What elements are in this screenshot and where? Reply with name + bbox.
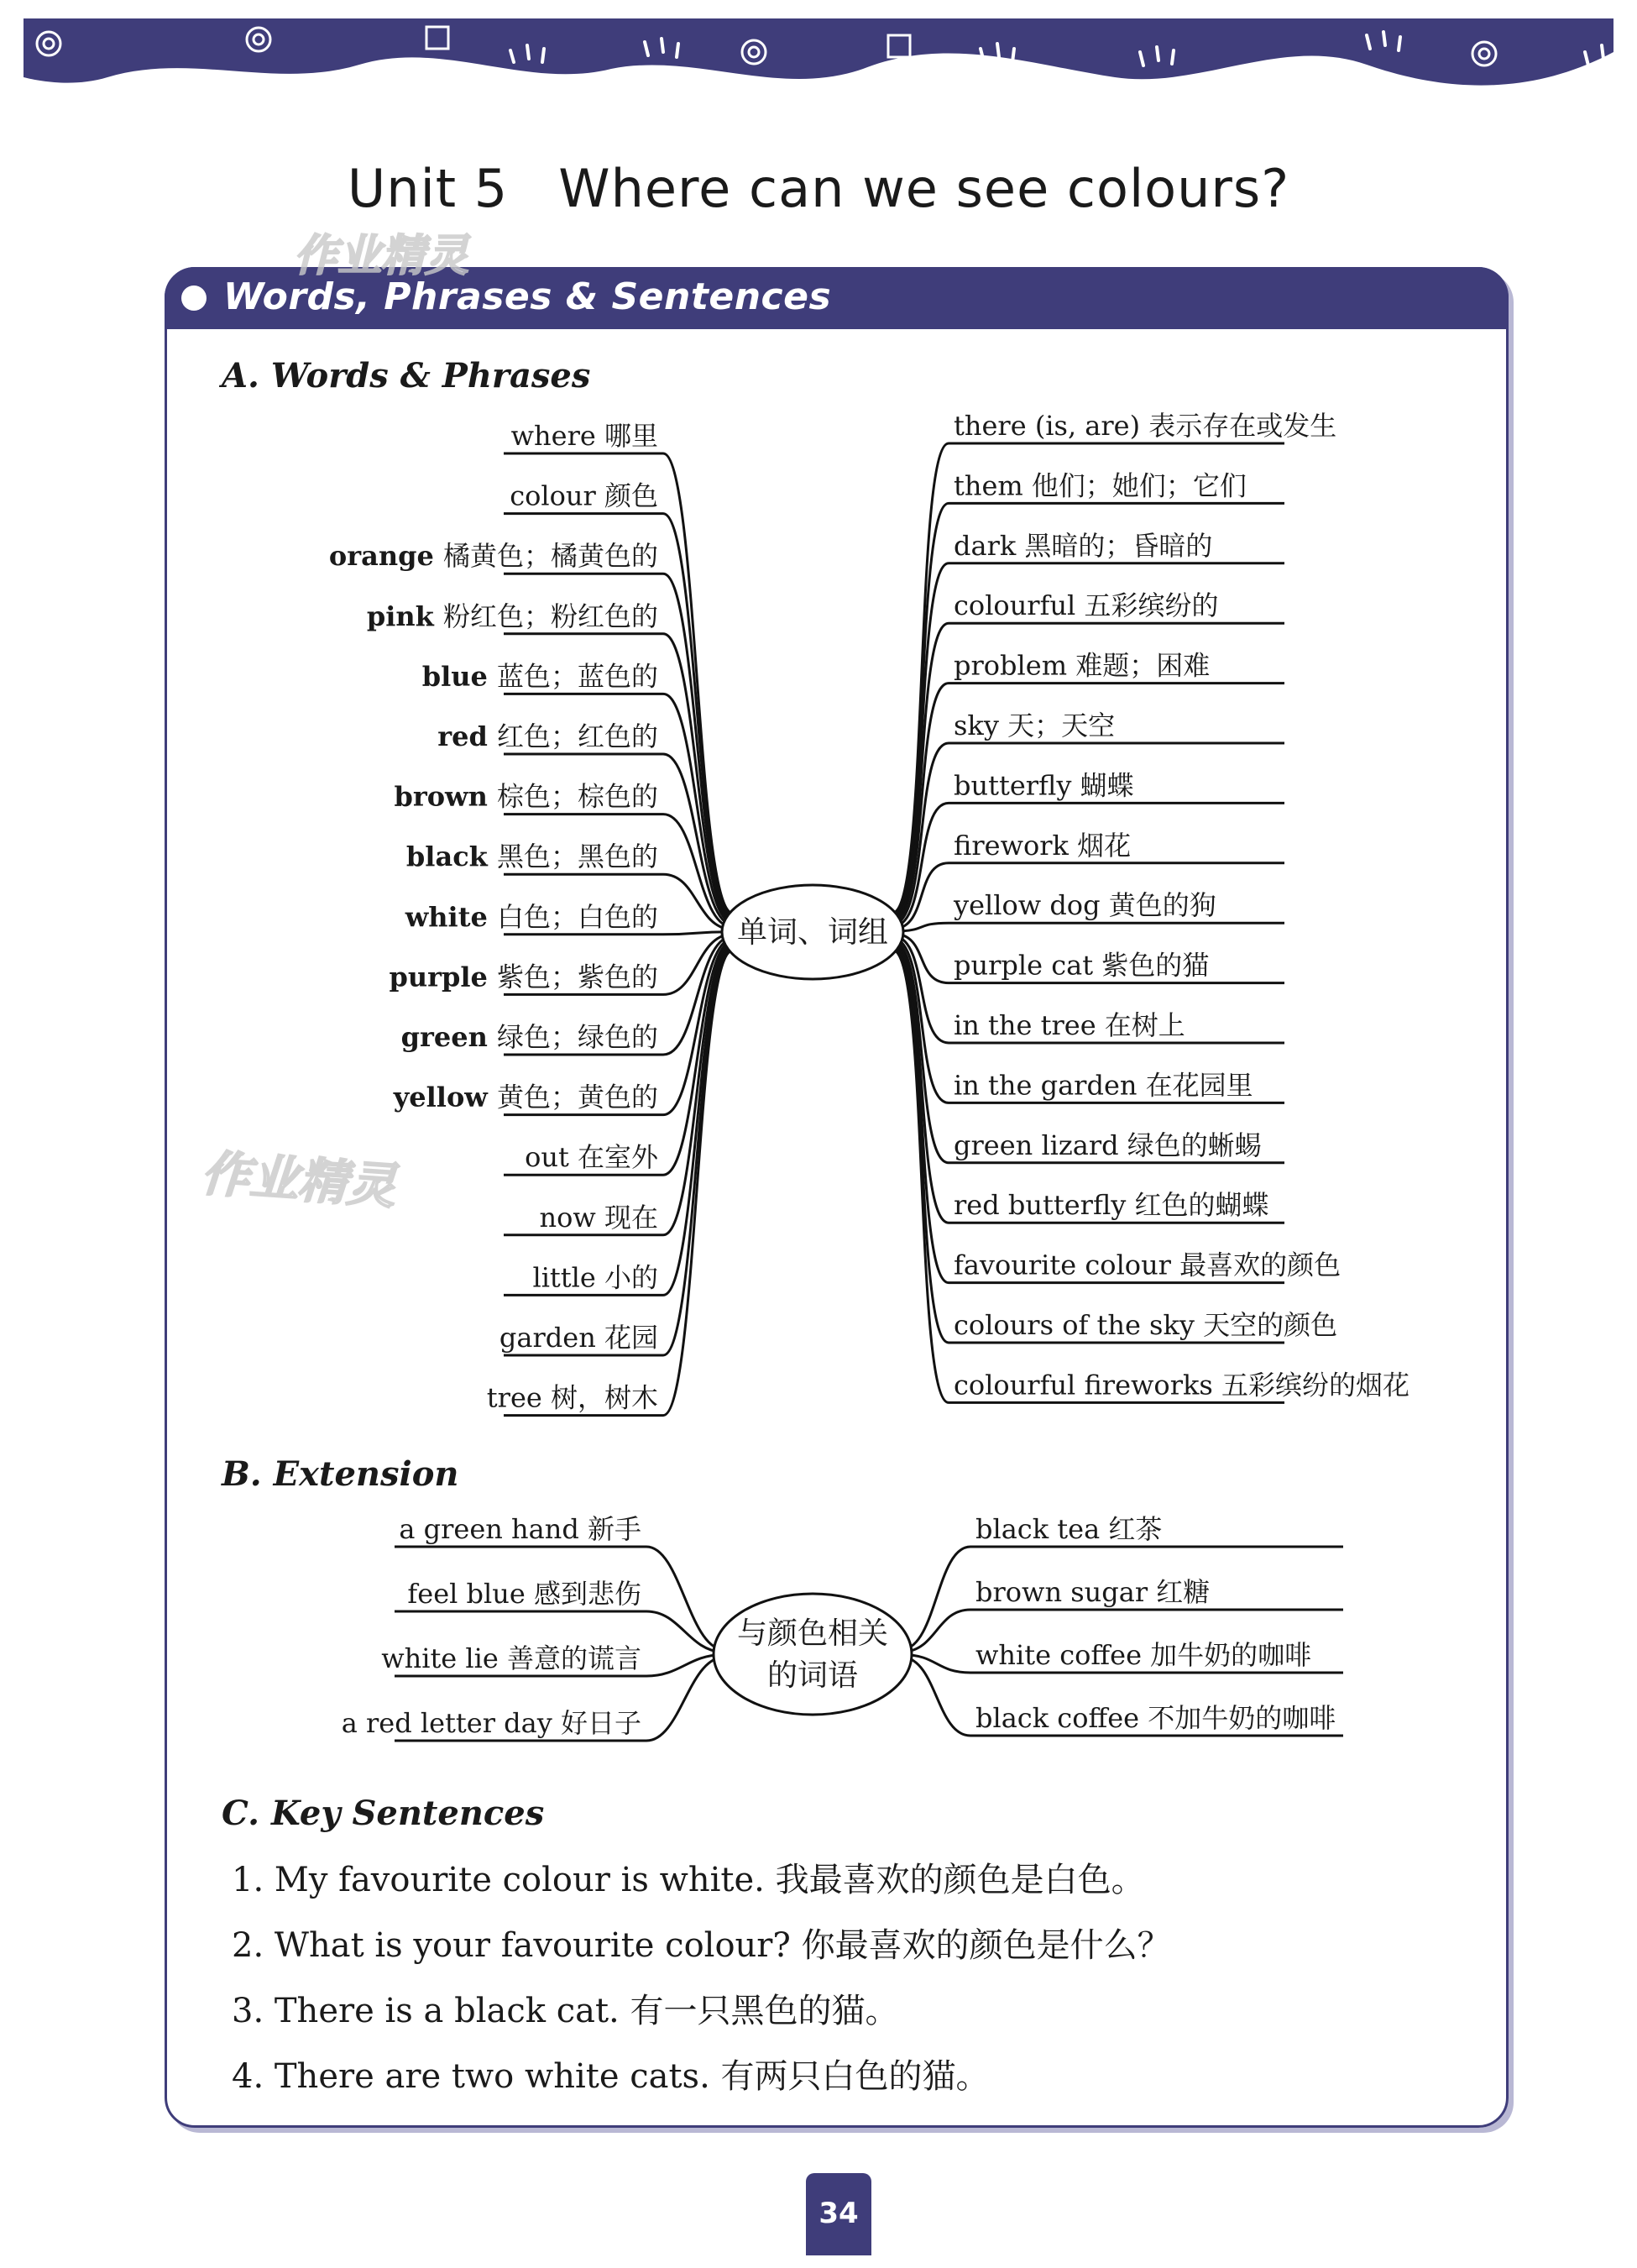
left-term [399, 1513, 641, 1545]
term-word: pink [366, 600, 443, 632]
left-term [342, 1707, 641, 1739]
right-term [975, 1702, 1336, 1734]
right-term [953, 889, 1216, 921]
extension-title: B. Extension [222, 1454, 459, 1494]
left-term [422, 660, 658, 692]
term-meaning: 五彩缤纷的烟花 [1221, 1369, 1409, 1401]
term-meaning: 黑暗的；昏暗的 [1024, 529, 1213, 562]
term-meaning: 难题；困难 [1075, 649, 1211, 682]
left-term [394, 781, 658, 813]
right-term [954, 530, 1212, 562]
term-meaning: 不加牛奶的咖啡 [1148, 1702, 1336, 1734]
term-word: white [405, 900, 497, 933]
term-word: white coffee [975, 1639, 1151, 1671]
right-term [954, 1189, 1269, 1221]
term-meaning: 红茶 [1108, 1513, 1163, 1545]
right-term [954, 589, 1218, 621]
left-term [511, 420, 658, 452]
term-meaning: 好日子 [560, 1707, 641, 1739]
term-word: brown sugar [975, 1576, 1157, 1608]
term-meaning: 新手 [587, 1513, 641, 1545]
term-word: now [539, 1201, 604, 1234]
term-meaning: 在树上 [1104, 1009, 1185, 1041]
left-term [329, 540, 658, 572]
term-meaning: 树，树木 [550, 1381, 658, 1414]
term-meaning: 黄色的狗 [1108, 889, 1216, 922]
right-term [954, 650, 1210, 682]
center-node [714, 1594, 912, 1715]
term-word: purple cat [954, 949, 1102, 982]
left-term [389, 961, 658, 993]
term-word: sky [954, 710, 1008, 741]
key-sentences-list [232, 1847, 1491, 2109]
term-meaning: 红色；红色的 [496, 720, 658, 752]
right-term [975, 1639, 1311, 1671]
left-term [437, 720, 658, 752]
left-term [499, 1322, 658, 1354]
term-word: yellow dog [954, 889, 1109, 922]
term-meaning: 紫色；紫色的 [496, 961, 658, 993]
term-meaning: 在室外 [577, 1141, 658, 1174]
term-meaning: 哪里 [604, 420, 658, 452]
term-word: tree [486, 1381, 551, 1414]
term-meaning: 红色的蝴蝶 [1134, 1189, 1269, 1222]
term-word: white lie [381, 1642, 507, 1674]
term-meaning: 天空的颜色 [1203, 1309, 1338, 1341]
term-meaning: 五彩缤纷的 [1084, 589, 1219, 622]
term-meaning: 黑色；黑色的 [496, 841, 658, 873]
left-term [532, 1261, 658, 1293]
right-term [975, 1576, 1210, 1608]
sentence-item: 4. There are two white cats. 有两只白色的猫。 [232, 2057, 990, 2096]
right-term [954, 769, 1134, 801]
key-sentences-title: C. Key Sentences [222, 1794, 545, 1833]
term-word: blue [421, 660, 497, 693]
term-word: colourful fireworks [954, 1369, 1221, 1401]
term-meaning: 蓝色；蓝色的 [496, 660, 658, 693]
left-term [525, 1141, 659, 1173]
term-meaning: 最喜欢的颜色 [1179, 1249, 1342, 1281]
branch-line [895, 923, 1284, 931]
term-meaning: 善意的谎言 [506, 1642, 641, 1674]
page-number: 34 [806, 2173, 871, 2255]
center-node-label: 的词语 [766, 1658, 859, 1693]
term-word: colourful [954, 589, 1085, 622]
right-term [954, 1069, 1253, 1101]
term-meaning: 感到悲伤 [533, 1578, 641, 1610]
right-term [954, 950, 1209, 982]
term-meaning: 黄色；黄色的 [496, 1081, 658, 1113]
term-meaning: 他们；她们；它们 [1031, 469, 1247, 502]
term-word: butterfly [954, 769, 1080, 802]
watermark-middle: 作业精灵 [199, 1144, 398, 1215]
term-meaning: 粉红色；粉红色的 [442, 600, 658, 632]
term-meaning: 白色；白色的 [496, 900, 658, 933]
section-banner-text: Words, Phrases & Sentences [223, 275, 832, 318]
term-word: dark [954, 529, 1025, 562]
left-term [367, 600, 658, 632]
left-term [487, 1382, 658, 1414]
term-meaning: 加牛奶的咖啡 [1150, 1639, 1312, 1671]
term-word: feel blue [407, 1578, 534, 1610]
term-word: colours of the sky [954, 1309, 1204, 1341]
term-word: red [437, 720, 497, 752]
term-word: black coffee [975, 1702, 1148, 1734]
term-meaning: 表示存在或发生 [1148, 410, 1337, 442]
sentence-item: 1. My favourite colour is white. 我最喜欢的颜色是白色。 [232, 1861, 1145, 1899]
unit-heading: Where can we see colours? [558, 158, 1290, 219]
term-word: garden [499, 1322, 604, 1354]
term-meaning: 棕色；棕色的 [496, 780, 658, 813]
right-term [954, 469, 1247, 501]
term-word: where [510, 420, 604, 452]
left-term [405, 901, 658, 933]
term-word: colour [510, 479, 604, 512]
term-meaning: 颜色 [604, 479, 658, 512]
term-word: black tea [975, 1513, 1109, 1545]
term-word: a green hand [399, 1513, 588, 1545]
left-term [381, 1642, 641, 1674]
term-word: orange [328, 540, 443, 573]
term-meaning: 现在 [604, 1201, 658, 1234]
branch-line [895, 945, 1284, 1282]
right-term [954, 710, 1115, 741]
term-word: green lizard [954, 1129, 1127, 1161]
left-term [407, 1578, 641, 1610]
term-word: green [400, 1021, 497, 1053]
term-word: yellow [393, 1081, 497, 1113]
right-term [954, 1309, 1337, 1341]
left-term [540, 1202, 658, 1234]
term-word: in the garden [954, 1069, 1146, 1102]
term-meaning: 绿色；绿色的 [496, 1021, 658, 1053]
right-term [954, 830, 1131, 862]
sentence-item: 2. What is your favourite colour? 你最喜欢的颜色是什么？ [232, 1926, 1171, 1965]
term-word: red butterfly [954, 1189, 1135, 1222]
term-meaning: 花园 [604, 1322, 658, 1354]
right-term [954, 410, 1336, 442]
left-term [401, 1021, 658, 1053]
right-term [954, 1009, 1185, 1041]
term-meaning: 烟花 [1077, 829, 1132, 862]
left-term [406, 841, 658, 872]
center-node-label: 与颜色相关 [736, 1616, 889, 1651]
term-meaning: 小的 [604, 1261, 658, 1294]
term-word: out [525, 1141, 578, 1174]
term-meaning: 红糖 [1156, 1576, 1211, 1608]
term-word: black [405, 841, 497, 873]
right-term [954, 1249, 1341, 1281]
term-meaning: 橘黄色；橘黄色的 [442, 540, 658, 573]
term-meaning: 天；天空 [1007, 710, 1116, 741]
term-word: a red letter day [341, 1707, 561, 1739]
left-term [393, 1082, 658, 1113]
term-word: problem [954, 649, 1076, 682]
sentence-item: 3. There is a black cat. 有一只黑色的猫。 [232, 1992, 899, 2030]
right-term [954, 1129, 1262, 1161]
term-word: them [954, 469, 1032, 502]
term-meaning: 蝴蝶 [1080, 769, 1134, 802]
watermark-top: 作业精灵 [294, 231, 469, 281]
right-term [975, 1513, 1162, 1545]
term-word: little [532, 1261, 604, 1294]
words-phrases-title: A. Words & Phrases [222, 356, 591, 395]
term-meaning: 紫色的猫 [1101, 949, 1210, 982]
term-word: favourite colour [954, 1249, 1180, 1281]
center-node-label: 单词、词组 [736, 915, 889, 950]
term-word: there (is, are) [954, 410, 1149, 442]
left-term [510, 480, 658, 512]
term-word: firework [954, 829, 1078, 862]
right-term [954, 1369, 1409, 1401]
term-word: purple [389, 961, 497, 993]
term-meaning: 绿色的蜥蜴 [1127, 1129, 1262, 1161]
term-word: in the tree [954, 1009, 1105, 1041]
unit-label: Unit 5 [347, 158, 509, 219]
term-word: brown [394, 780, 497, 813]
term-meaning: 在花园里 [1145, 1069, 1253, 1102]
